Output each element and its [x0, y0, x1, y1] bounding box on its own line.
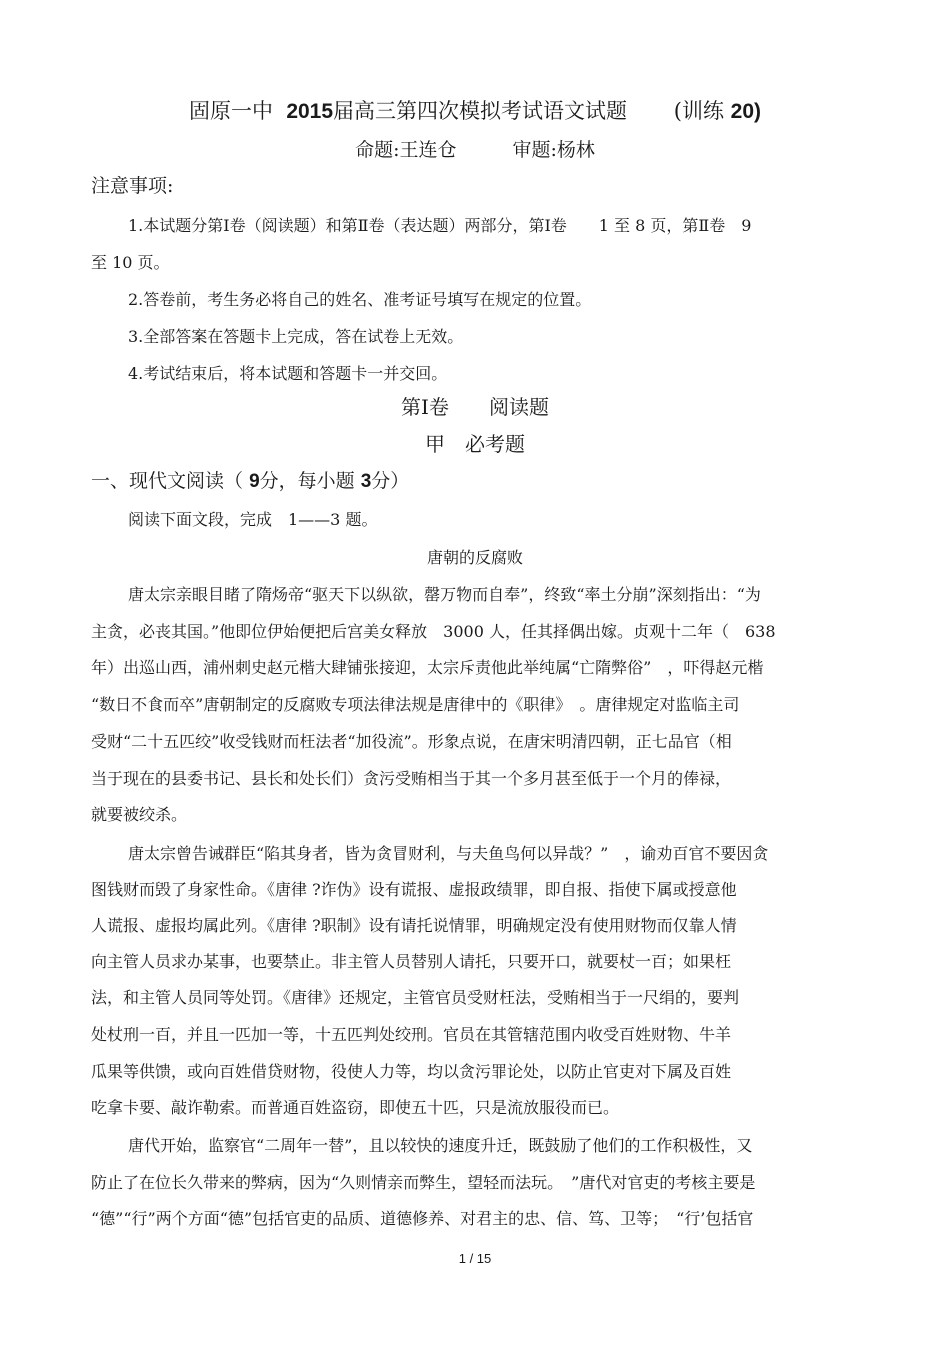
- paragraph-line: “数日不食而卒”唐朝制定的反腐败专项法律法规是唐律中的《职律》 。唐律规定对监临主司: [91, 695, 740, 714]
- section-heading-a: 一、现代文阅读（: [91, 470, 244, 492]
- paragraph-line: 向主管人员求办某事，也要禁止。非主管人员替别人请托，只要开口，就要杖一百；如果枉: [91, 952, 732, 971]
- section-instruction: 阅读下面文段，完成 1——3 题。: [128, 510, 378, 529]
- section-heading: [91, 469, 409, 494]
- paragraph-line: 处杖刑一百，并且一匹加一等，十五匹判处绞刑。官员在其管辖范围内收受百姓财物、牛羊: [91, 1025, 732, 1044]
- title-school: 固原一中: [188, 99, 273, 123]
- paragraph-line: 当于现在的县委书记、县长和处长们）贪污受贿相当于其一个多月甚至低于一个月的俸禄，: [91, 769, 732, 788]
- paragraph-line: 吃拿卡要、敲诈勒索。而普通百姓盗窃，即使五十匹，只是流放服役而已。: [91, 1098, 620, 1117]
- paragraph-line: 唐太宗亲眼目睹了隋炀帝“驱天下以纵欲，罄万物而自奉”，终致“率土分崩”深刻指出：“为: [128, 585, 761, 604]
- paragraph-line: 防止了在位长久带来的弊病，因为“久则情亲而弊生，望轻而法玩。 ”唐代对官吏的考核主要是: [91, 1173, 756, 1192]
- section-heading-c: 分）: [371, 470, 410, 492]
- page-title: [0, 96, 950, 127]
- notice-item-1-cont: 至 10 页。: [91, 253, 170, 272]
- volume-title: 第Ⅰ卷 阅读题: [401, 395, 549, 419]
- byline: [0, 136, 950, 164]
- section-each-score: 3: [360, 471, 372, 492]
- section-score: 9: [249, 471, 260, 492]
- notice-item-3: 3.全部答案在答题卡上完成，答在试卷上无效。: [128, 327, 464, 346]
- article-title: 唐朝的反腐败: [426, 548, 523, 567]
- paragraph-line: 唐代开始，监察官“二周年一替”，且以较快的速度升迁，既鼓励了他们的工作积极性，又: [128, 1136, 753, 1155]
- notice-item-4: 4.考试结束后，将本试题和答题卡一并交回。: [128, 364, 448, 383]
- reviewer: 审题:杨林: [512, 139, 595, 161]
- title-main: 届高三第四次模拟考试语文试题: [333, 99, 628, 123]
- paragraph-line: “德”“行”两个方面“德”包括官吏的品质、道德修养、对君主的忠、信、笃、卫等； “行’包括官: [91, 1209, 754, 1228]
- author: 命题:王连仓: [355, 139, 457, 161]
- paragraph-line: 人谎报、虚报均属此列。《唐律 ?职制》设有请托说情罪，明确规定没有使用财物而仅靠人情: [91, 916, 737, 935]
- title-training: (训练: [673, 99, 724, 123]
- paragraph-line: 就要被绞杀。: [91, 805, 188, 824]
- paragraph-line: 年）出巡山西，浦州刺史赵元楷大肆铺张接迎，太宗斥责他此举纯属“亡隋弊俗” ，吓得赵元楷: [91, 658, 764, 677]
- paragraph-line: 图钱财而毁了身家性命。《唐律 ?诈伪》设有谎报、虚报政绩罪，即自报、指使下属或授意他: [91, 880, 737, 899]
- paragraph-line: 唐太宗曾告诫群臣“陷其身者，皆为贪冒财利，与夫鱼鸟何以异哉？” ，谕劝百官不要因贪: [128, 844, 769, 863]
- notice-item-1: 1.本试题分第Ⅰ卷（阅读题）和第Ⅱ卷（表达题）两部分，第Ⅰ卷 1 至 8 页，第Ⅱ卷 9: [128, 216, 752, 235]
- paragraph-line: 主贪，必丧其国。”他即位伊始便把后宫美女释放 3000 人，任其择偶出嫁。贞观十二年（ 638: [91, 622, 776, 641]
- paragraph-line: 受财“二十五匹绞”收受钱财而枉法者“加役流”。形象点说，在唐宋明清四朝，正七品官（相: [91, 732, 732, 751]
- title-training-number: 20): [730, 100, 762, 123]
- notice-heading: 注意事项:: [91, 175, 174, 197]
- title-year: 2015: [286, 100, 334, 123]
- volume-subtitle: 甲 必考题: [425, 432, 525, 456]
- paragraph-line: 瓜果等供馈，或向百姓借贷财物，役使人力等，均以贪污罪论处，以防止官吏对下属及百姓: [91, 1062, 732, 1081]
- page-number: 1 / 15: [458, 1251, 492, 1266]
- paragraph-line: 法，和主管人员同等处罚。《唐律》还规定，主管官员受财枉法，受贿相当于一尺绢的，要判: [91, 988, 740, 1007]
- notice-item-2: 2.答卷前，考生务必将自己的姓名、准考证号填写在规定的位置。: [128, 290, 592, 309]
- section-heading-b: 分，每小题: [259, 470, 355, 492]
